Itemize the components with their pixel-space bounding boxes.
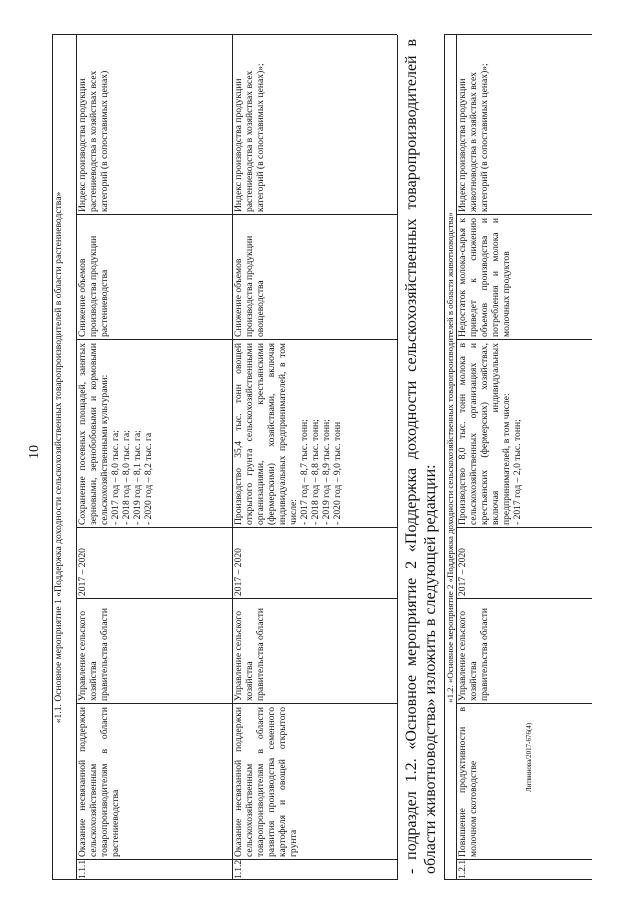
rotated-page-content [52,35,592,880]
document-footer: Литвинова/2017-676(4) [525,722,533,792]
table-row-3-result: Производство 8,0 тыс. тонн молока в сельскохозяйственных организациях и крестьянских (фермерских) хозяйствах, включая индивидуальных предпринимателей, в том числе: - 2017 год – 2,0 тыс. тонн; [457,343,523,525]
section-2-title: «1.2. «Основное мероприятие 2 «Поддержка доходности сельскохозяйственных товаропроизводителей в области животноводства» [445,212,455,703]
table-row-3-num: 1.2.1 [457,860,468,879]
table-row-2-term: 2017 – 2020 [233,548,244,596]
table-section-2 [444,35,592,880]
table-row-1-result: Сохранение посевных площадей, занятых зерновыми, зернобобовыми и кормовыми сельскохозяйственными культурами: - 2017 год – 8,0 тыс. га; - 2018 год – 8,0 тыс. га; - 2019 год – 8,1 тыс. га; - 2020 год – 8,2 тыс. га [77,343,154,525]
table-row-1-term: 2017 – 2020 [77,548,88,596]
table-row-3-consequence: Недостаток молока-сырья к приведет к снижению объемов производства и потребления и молока и молочных продуктов [457,218,512,337]
table-section-1 [52,35,397,880]
table-row-1-exec: Управление сельского хозяйства правительства области [77,607,110,701]
table-row-2-result: Производство 35,4 тыс. тонн овощей открытого грунта сельскохозяйственными организациями, крестьянскими (фермерскими) хозяйствами, включая индивидуальных предпринимателей, в том числе: - 2017 год – 8,7 тыс. тонн; - 2018 год – 8,8 тыс. тонн; - 2019 год – 8,9 тыс. тонн; - 2020 год – 9,0 тыс. тонн [233,343,343,525]
table-row-1-name: Оказание несвязанной поддержки сельскохозяйственным товаропроизводителям в области растениеводства [77,707,121,857]
table-row-3-link: Индекс производства продукции животноводства в хозяйствах всех категорий (в сопоставимых ценах)»; [457,63,490,212]
table-row-3-term: 2017 – 2020 [457,548,468,596]
table-row-1-consequence: Снижение объемов производства продукции растениеводства [77,235,110,337]
section-heading: - подраздел 1.2. «Основное мероприятие 2 «Поддержка доходности сельскохозяйственных товаропроизводителей в области животноводства» изложить в следующей редакции: [403,39,439,874]
table-row-1-num: 1.1.1 [77,860,88,879]
page-number: 10 [27,445,42,459]
table-row-1-link: Индекс производства продукции растениеводства в хозяйствах всех категорий (в сопоставимых ценах) [77,70,110,212]
table-row-2-exec: Управление сельского хозяйства правительства области [233,607,266,701]
section-1-title: «1.1. Основное мероприятие 1 «Поддержка доходности сельскохозяйственных товаропроизводителей в области растениеводства» [53,191,64,724]
table-row-3-exec: Управление сельского хозяйства правительства области [457,607,490,701]
table-row-2-num: 1.1.2 [233,860,244,879]
table-row-2-name: Оказание несвязанной поддержки сельскохозяйственным товаропроизводителям в области развития производства семенного картофеля и овощей открытого грунта [233,707,299,857]
table-row-2-link: Индекс производства продукции растениеводства в хозяйствах всех категорий (в сопоставимых ценах)»; [233,63,266,212]
table-row-2-consequence: Снижение объемов производства продукции овощеводства [233,235,266,337]
table-row-3-name: Повышение продуктивности в молочном скотоводстве [457,707,479,857]
